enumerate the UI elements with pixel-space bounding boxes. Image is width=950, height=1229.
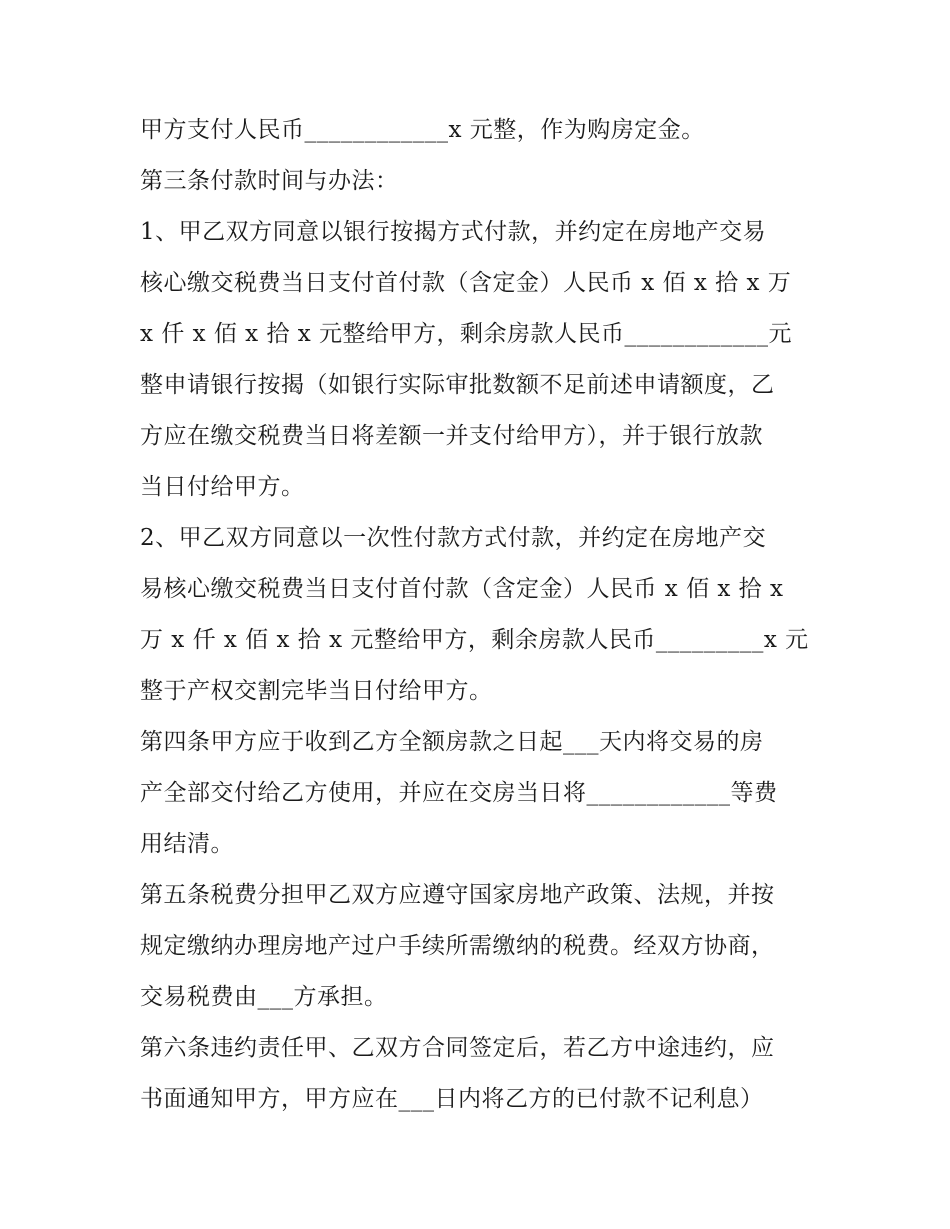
text-line: 交易税费由___方承担。 xyxy=(140,984,388,1010)
text-line: 方应在缴交税费当日将差额一并支付给甲方），并于银行放款 xyxy=(140,423,763,449)
text-line: 整于产权交割完毕当日付给甲方。 xyxy=(140,678,493,704)
text-line: x 仟 x 佰 x 拾 x 元整给甲方，剩余房款人民币____________元 xyxy=(140,321,793,347)
text-line: 第四条甲方应于收到乙方全额房款之日起___天内将交易的房 xyxy=(140,729,764,755)
text-line: 用结清。 xyxy=(140,831,234,857)
text-line: 核心缴交税费当日支付首付款（含定金）人民币 x 佰 x 拾 x 万 xyxy=(140,270,792,296)
text-line: 万 x 仟 x 佰 x 拾 x 元整给甲方，剩余房款人民币_________x 元 xyxy=(140,627,809,653)
text-line: 书面通知甲方，甲方应在___日内将乙方的已付款不记利息） xyxy=(140,1086,764,1112)
text-line: 产全部交付给乙方使用，并应在交房当日将____________等费 xyxy=(140,780,778,806)
document-body xyxy=(140,105,820,1125)
text-line: 整申请银行按揭（如银行实际审批数额不足前述申请额度，乙 xyxy=(140,372,775,398)
text-line: 2、甲乙双方同意以一次性付款方式付款，并约定在房地产交 xyxy=(140,525,767,551)
text-line: 第三条付款时间与办法： xyxy=(140,168,399,194)
text-line: 当日付给甲方。 xyxy=(140,474,305,500)
text-line: 第六条违约责任甲、乙双方合同签定后，若乙方中途违约，应 xyxy=(140,1035,775,1061)
text-line: 甲方支付人民币____________x 元整，作为购房定金。 xyxy=(140,117,705,143)
text-line: 易核心缴交税费当日支付首付款（含定金）人民币 x 佰 x 拾 x xyxy=(140,576,784,602)
text-line: 规定缴纳办理房地产过户手续所需缴纳的税费。经双方协商， xyxy=(140,933,775,959)
text-line: 第五条税费分担甲乙双方应遵守国家房地产政策、法规，并按 xyxy=(140,882,775,908)
text-line: 1、甲乙双方同意以银行按揭方式付款，并约定在房地产交易 xyxy=(140,219,767,245)
